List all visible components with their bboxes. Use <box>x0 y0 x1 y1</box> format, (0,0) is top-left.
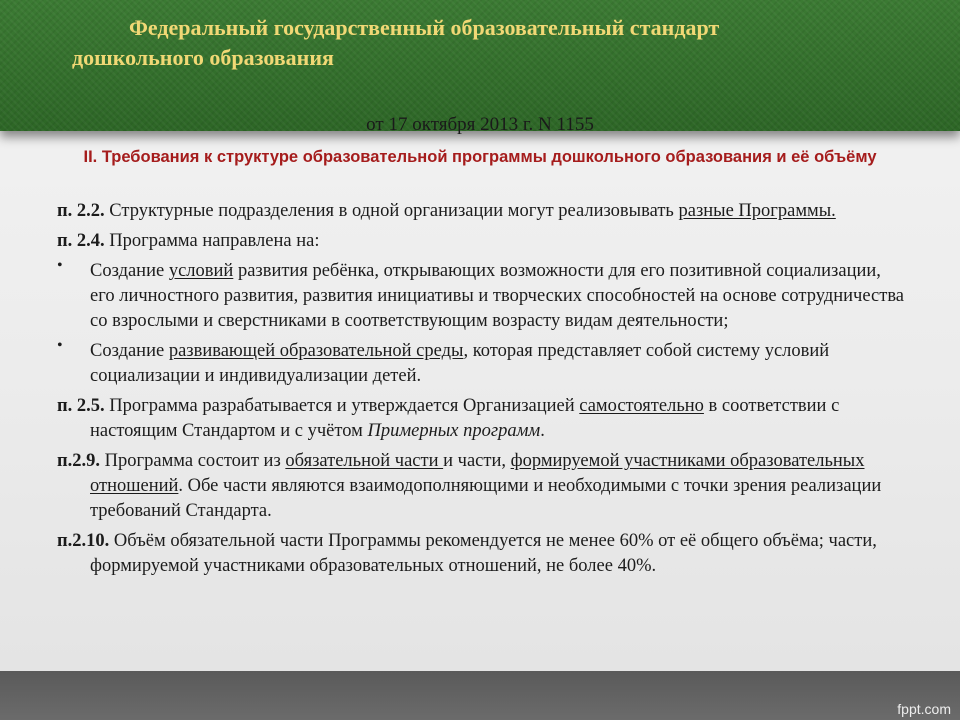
paragraph-number: п. 2.5. <box>57 396 105 416</box>
underlined-text: обязательной части <box>285 451 444 471</box>
paragraph-text: Программа направлена на: <box>104 231 320 251</box>
bullet-text: , которая представляет собой систему условий социализации и индивидуализации детей. <box>90 341 830 386</box>
bullet-text: развития ребёнка, открывающих возможности для его позитивной социализации, его личностного развития, развития инициативы и творческих способностей на основе сотрудничества со взрослыми и сверстниками в соответствующим возрасту видам деятельности; <box>90 261 905 331</box>
section-title: II. Требования к структуре образовательной программы дошкольного образования и её объёму <box>83 148 877 166</box>
decree-date: от 17 октября 2013 г. N 1155 <box>366 114 594 135</box>
paragraph-text: . Обе части являются взаимодополняющими и необходимыми с точки зрения реализации требований Стандарта. <box>90 476 882 521</box>
paragraph-2-2 <box>57 199 907 224</box>
paragraph-text: Программа разрабатывается и утверждается Организацией <box>104 396 580 416</box>
paragraph-text: Программа состоит из <box>100 451 286 471</box>
underlined-text: формируемой участниками образовательных отношений <box>90 451 865 496</box>
paragraph-2-5 <box>57 394 907 444</box>
paragraph-number: п. 2.4. <box>57 231 105 251</box>
header-banner <box>0 0 960 131</box>
title-line-1: Федеральный государственный образовательный стандарт <box>129 15 720 40</box>
underlined-text: самостоятельно <box>579 396 704 416</box>
underlined-text: разные Программы. <box>678 201 836 221</box>
underlined-text: развивающей образовательной среды <box>168 341 464 361</box>
paragraph-text: Объём обязательной части Программы рекомендуется не менее 60% от её общего объёма; части, формируемой участниками образовательных отношений, не более 40%. <box>90 531 877 576</box>
bullet-text: Создание <box>90 341 169 361</box>
brand-watermark: fppt.com <box>897 701 951 717</box>
paragraph-number: п. 2.2. <box>57 201 105 221</box>
title-line-2: дошкольного образования <box>72 45 334 70</box>
content-body <box>57 199 907 584</box>
paragraph-text: в соответствии с настоящим Стандартом и с учётом <box>90 396 840 441</box>
footer-bar <box>0 671 960 720</box>
paragraph-text: Структурные подразделения в одной организации могут реализовывать <box>104 201 679 221</box>
underlined-text: условий <box>168 261 234 281</box>
bullet-marker: • <box>57 257 63 274</box>
list-item <box>57 259 907 334</box>
paragraph-text: и части, <box>443 451 511 471</box>
paragraph-2-4 <box>57 229 907 254</box>
italic-text: Примерных программ <box>367 421 541 441</box>
slide-title <box>72 13 892 73</box>
bullet-text: Создание <box>90 261 169 281</box>
paragraph-number: п.2.9. <box>57 451 101 471</box>
paragraph-text: . <box>540 421 545 441</box>
paragraph-2-9 <box>57 449 907 524</box>
list-item <box>57 339 907 389</box>
bullet-list <box>57 259 907 389</box>
paragraph-2-10 <box>57 529 907 579</box>
paragraph-number: п.2.10. <box>57 531 110 551</box>
bullet-marker: • <box>57 337 63 354</box>
